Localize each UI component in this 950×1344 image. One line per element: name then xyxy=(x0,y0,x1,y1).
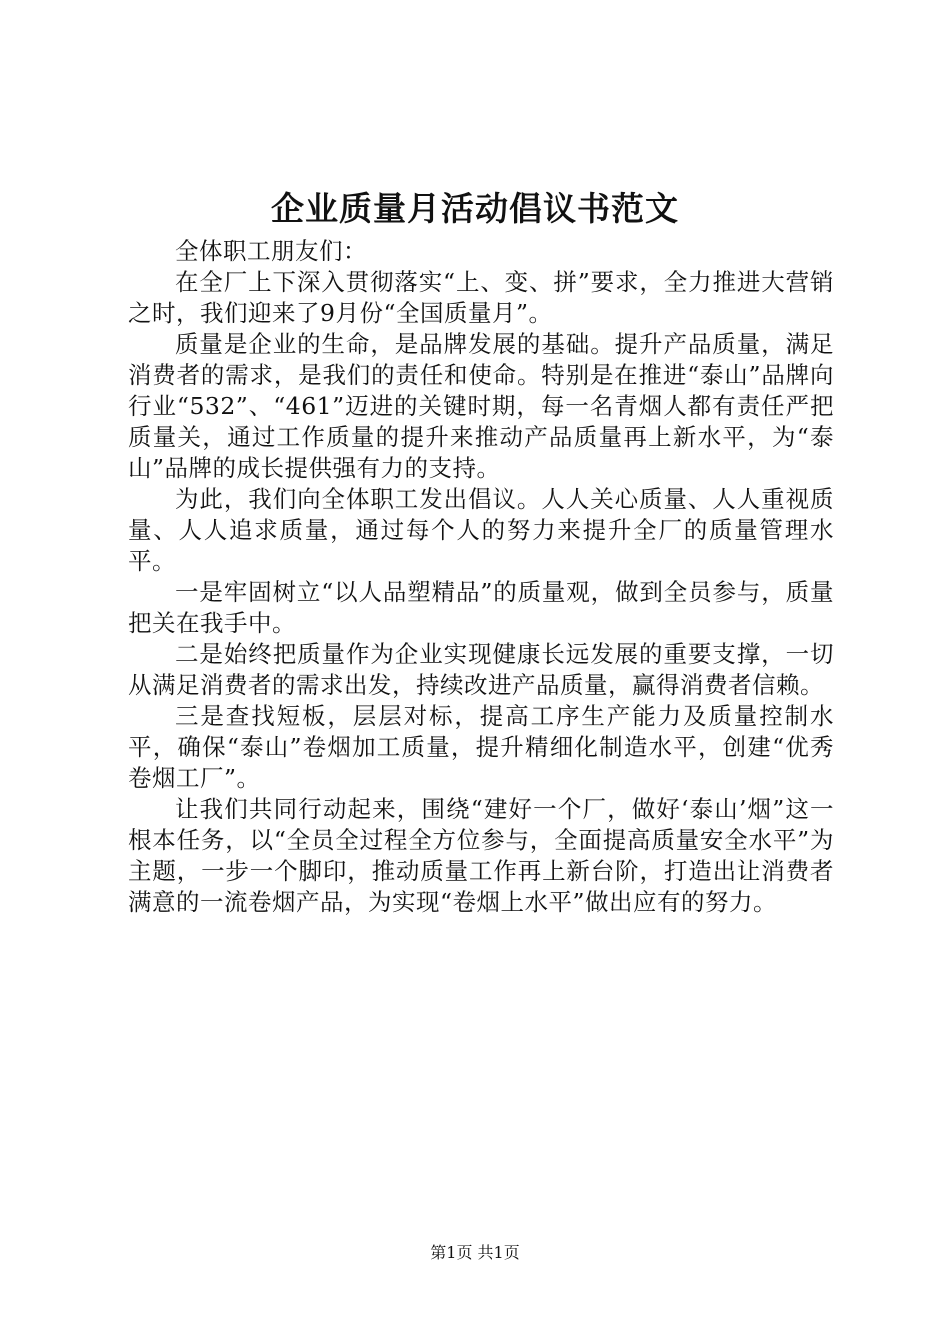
salutation: 全体职工朋友们： xyxy=(175,237,367,265)
paragraph: 二是始终把质量作为企业实现健康长远发展的重要支撑，一切从满足消费者的需求出发，持续改进产品质量，赢得消费者信赖。 xyxy=(128,640,834,699)
paragraph: 为此，我们向全体职工发出倡议。人人关心质量、人人重视质量、人人追求质量，通过每个人的努力来提升全厂的质量管理水平。 xyxy=(128,485,834,575)
paragraph: 一是牢固树立“以人品塑精品”的质量观，做到全员参与，质量把关在我手中。 xyxy=(128,578,834,637)
paragraph: 在全厂上下深入贯彻落实“上、变、拼”要求，全力推进大营销之时，我们迎来了9月份“全国质量月”。 xyxy=(128,268,834,327)
paragraph: 质量是企业的生命，是品牌发展的基础。提升产品质量，满足消费者的需求，是我们的责任和使命。特别是在推进“泰山”品牌向行业“532”、“461”迈进的关键时期，每一名青烟人都有责任严把质量关，通过工作质量的提升来推动产品质量再上新水平，为“泰山”品牌的成长提供强有力的支持。 xyxy=(128,330,834,482)
paragraph: 让我们共同行动起来，围绕“建好一个厂，做好‘泰山’烟”这一根本任务，以“全员全过程全方位参与，全面提高质量安全水平”为主题，一步一个脚印，推动质量工作再上新台阶，打造出让消费者满意的一流卷烟产品，为实现“卷烟上水平”做出应有的努力。 xyxy=(128,795,834,916)
page-number-footer: 第1页 共1页 xyxy=(430,1243,520,1262)
document-title: 企业质量月活动倡议书范文 xyxy=(271,189,679,228)
document-body xyxy=(128,236,834,918)
paragraph: 三是查找短板，层层对标，提高工序生产能力及质量控制水平，确保“泰山”卷烟加工质量，提升精细化制造水平，创建“优秀卷烟工厂”。 xyxy=(128,702,834,792)
